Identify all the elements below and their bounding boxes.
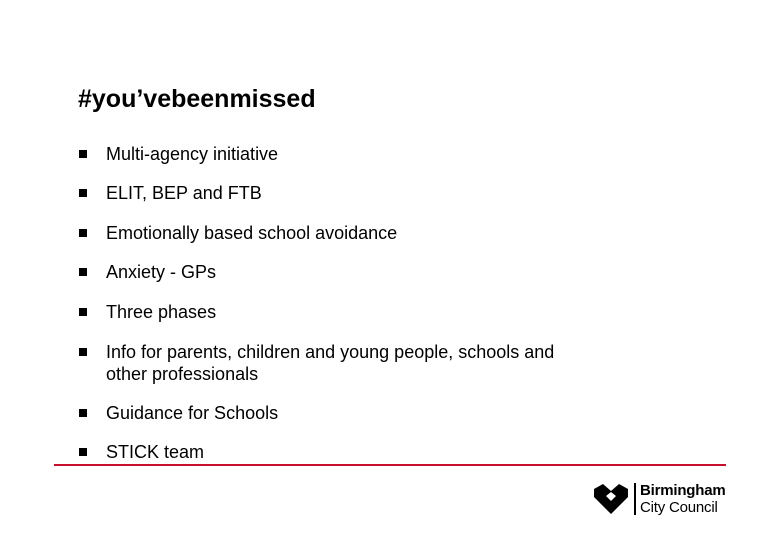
bullet-item — [106, 341, 554, 385]
bullet-item — [106, 301, 216, 323]
heart-icon — [592, 484, 630, 514]
logo-wordmark — [640, 482, 726, 516]
bullet-item — [106, 441, 204, 463]
bullet-text: Guidance for Schools — [106, 403, 279, 423]
bullet-text: Anxiety - GPs — [106, 262, 217, 282]
bullet-text: Multi-agency initiative — [106, 144, 279, 164]
square-bullet-icon — [79, 448, 87, 456]
bullet-item — [106, 402, 278, 424]
bullet-text: ELIT, BEP and FTB — [106, 183, 262, 203]
logo-divider — [634, 483, 636, 515]
bullet-text: Info for parents, children and young people, schools and — [106, 342, 555, 362]
slide-title: #you’vebeenmissed — [78, 85, 316, 113]
square-bullet-icon — [79, 409, 87, 417]
birmingham-city-council-logo — [592, 482, 732, 516]
square-bullet-icon — [79, 268, 87, 276]
logo-line-2: City Council — [640, 499, 718, 516]
square-bullet-icon — [79, 150, 87, 158]
logo-line-1: Birmingham — [640, 482, 726, 499]
bullet-text-continuation: other professionals — [106, 364, 259, 384]
bullet-item — [106, 182, 262, 204]
footer-rule — [54, 464, 726, 466]
square-bullet-icon — [79, 348, 87, 356]
bullet-text: STICK team — [106, 442, 205, 462]
bullet-item — [106, 143, 278, 165]
square-bullet-icon — [79, 308, 87, 316]
bullet-item — [106, 261, 216, 283]
bullet-item — [106, 222, 397, 244]
bullet-text: Three phases — [106, 302, 217, 322]
square-bullet-icon — [79, 189, 87, 197]
bullet-text: Emotionally based school avoidance — [106, 223, 398, 243]
square-bullet-icon — [79, 229, 87, 237]
